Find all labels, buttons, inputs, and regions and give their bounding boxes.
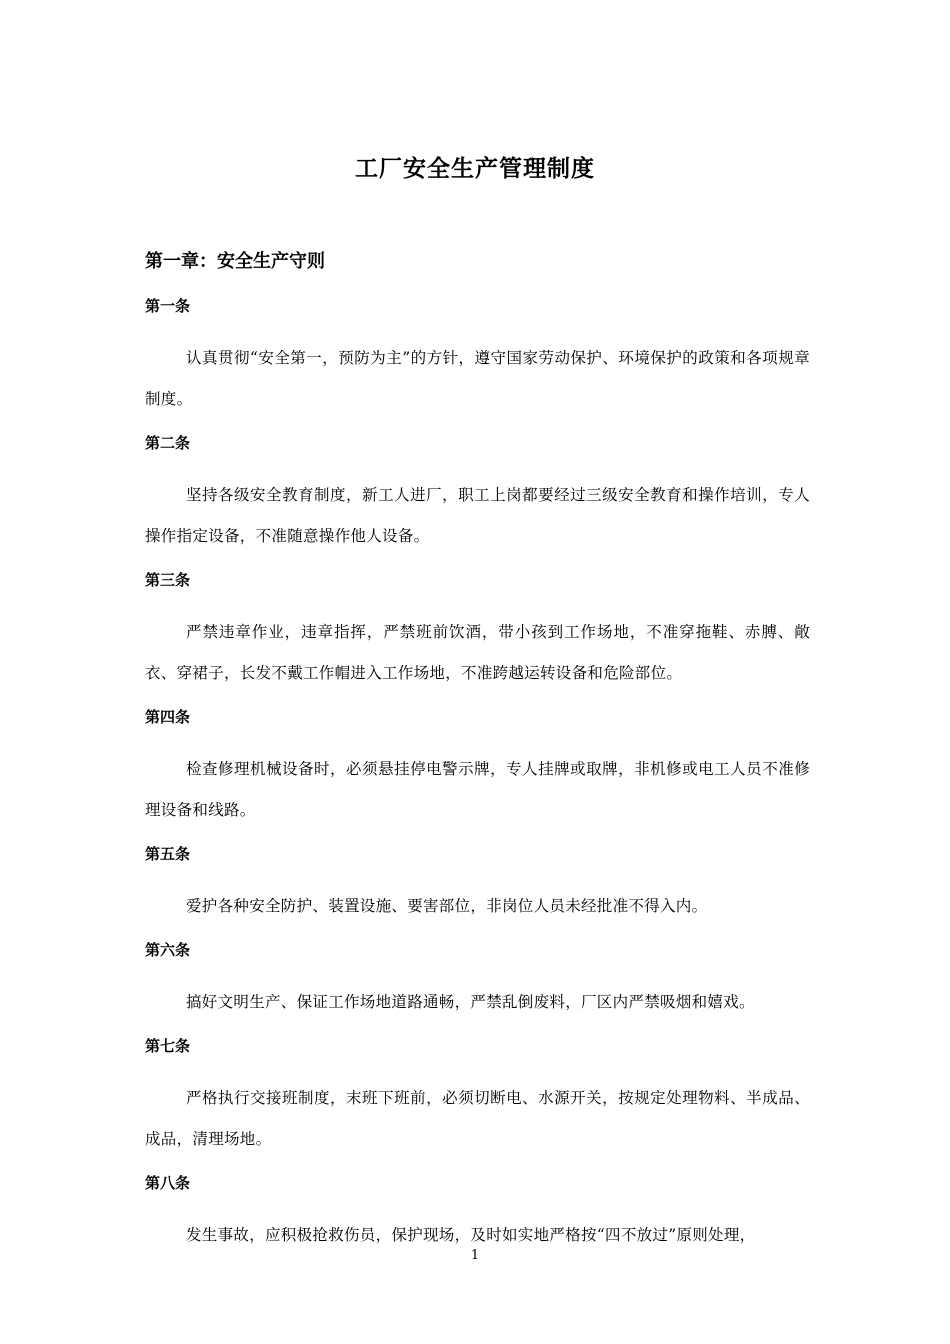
article-8 bbox=[145, 1172, 810, 1256]
article-7 bbox=[145, 1035, 810, 1160]
article-title: 第二条 bbox=[145, 434, 191, 452]
article-6 bbox=[145, 939, 810, 1023]
article-body: 发生事故，应积极抢救伤员，保护现场，及时如实地严格按“四不放过”原则处理， bbox=[186, 1226, 756, 1244]
article-body: 坚持各级安全教育制度，新工人进厂，职工上岗都要经过三级安全教育和操作培训，专人操作指定设备，不准随意操作他人设备。 bbox=[145, 486, 810, 545]
article-4 bbox=[145, 706, 810, 831]
article-2 bbox=[145, 432, 810, 557]
article-body: 认真贯彻“安全第一，预防为主”的方针，遵守国家劳动保护、环境保护的政策和各项规章制度。 bbox=[145, 349, 810, 408]
article-body: 搞好文明生产、保证工作场地道路通畅，严禁乱倒废料，厂区内严禁吸烟和嬉戏。 bbox=[186, 993, 755, 1011]
article-body: 严禁违章作业，违章指挥，严禁班前饮酒，带小孩到工作场地，不准穿拖鞋、赤膊、敞衣、穿裙子，长发不戴工作帽进入工作场地，不准跨越运转设备和危险部位。 bbox=[145, 623, 810, 682]
article-title: 第七条 bbox=[145, 1037, 191, 1055]
article-1 bbox=[145, 295, 810, 420]
article-body: 检查修理机械设备时，必须悬挂停电警示牌，专人挂牌或取牌，非机修或电工人员不准修理设备和线路。 bbox=[145, 760, 810, 819]
article-title: 第六条 bbox=[145, 941, 191, 959]
document-title: 工厂安全生产管理制度 bbox=[355, 155, 595, 182]
article-body: 爱护各种安全防护、装置设施、要害部位，非岗位人员未经批准不得入内。 bbox=[186, 897, 708, 915]
article-title: 第四条 bbox=[145, 708, 191, 726]
article-title: 第三条 bbox=[145, 571, 191, 589]
articles-list bbox=[145, 295, 810, 1268]
article-3 bbox=[145, 569, 810, 694]
article-title: 第八条 bbox=[145, 1174, 191, 1192]
article-title: 第五条 bbox=[145, 845, 191, 863]
article-title: 第一条 bbox=[145, 297, 191, 315]
article-body: 严格执行交接班制度，末班下班前，必须切断电、水源开关，按规定处理物料、半成品、成品，清理场地。 bbox=[145, 1089, 810, 1148]
page-number: 1 bbox=[470, 1248, 480, 1263]
chapter-heading: 第一章：安全生产守则 bbox=[145, 251, 325, 272]
article-5 bbox=[145, 843, 810, 927]
